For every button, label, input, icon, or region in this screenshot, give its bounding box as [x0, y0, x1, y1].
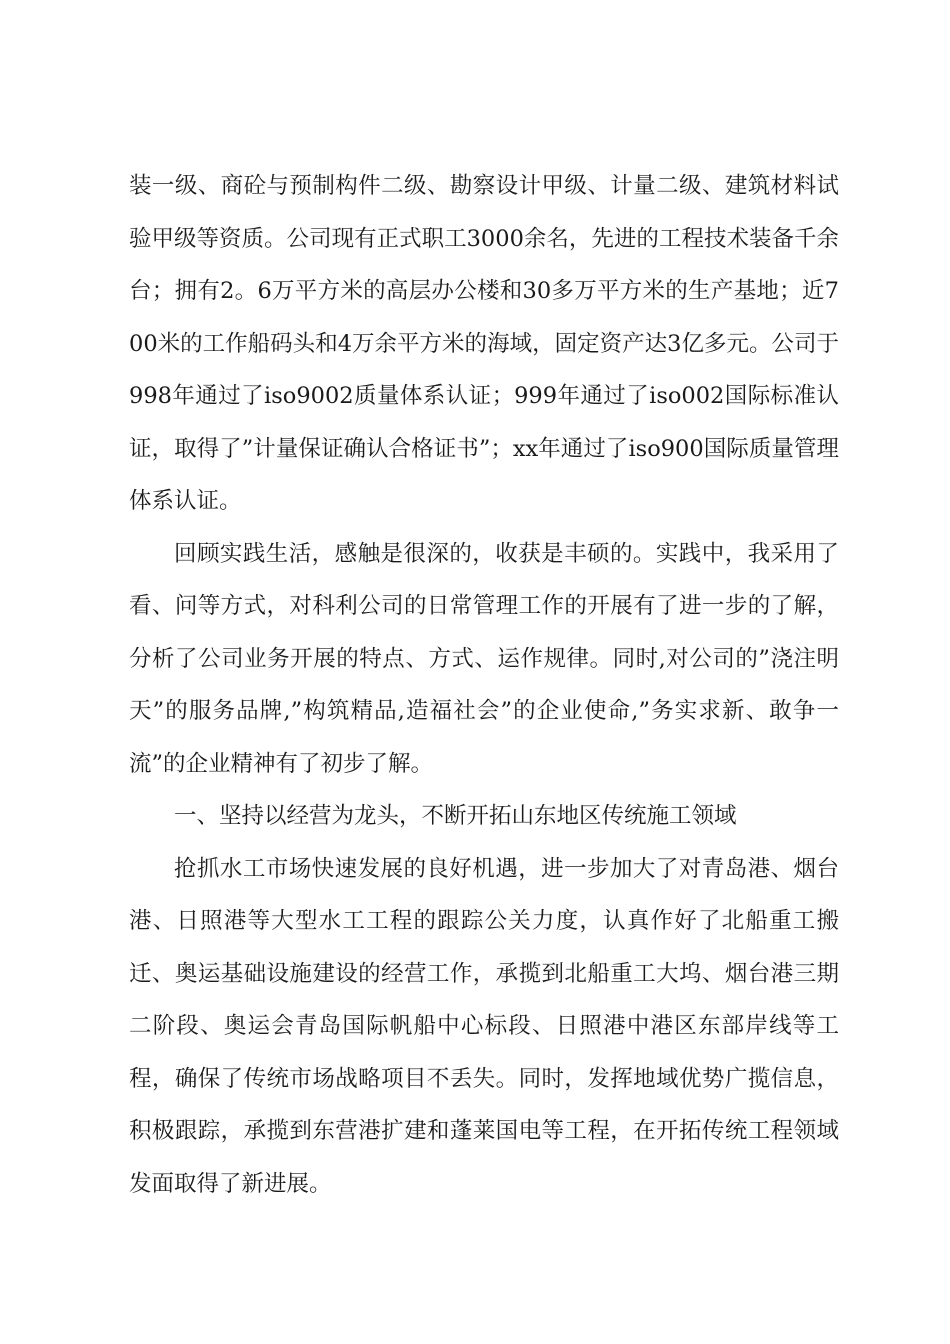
paragraph-market-expansion: 抢抓水工市场快速发展的良好机遇，进一步加大了对青岛港、烟台港、日照港等大型水工工程的跟踪公关力度，认真作好了北船重工搬迁、奥运基础设施建设的经营工作，承揽到北船重工大坞、烟台港三期二阶段、奥运会青岛国际帆船中心标段、日照港中港区东部岸线等工程，确保了传统市场战略项目不丢失。同时，发挥地域优势广揽信息，积极跟踪，承揽到东营港扩建和蓬莱国电等工程，在开拓传统工程领域发面取得了新进展。 — [129, 855, 839, 1197]
document-body — [129, 160, 839, 1210]
section-heading-1: 一、坚持以经营为龙头，不断开拓山东地区传统施工领域 — [174, 803, 737, 829]
paragraph-practice-review: 回顾实践生活，感触是很深的，收获是丰硕的。实践中，我采用了看、问等方式，对科利公司的日常管理工作的开展有了进一步的了解，分析了公司业务开展的特点、方式、运作规律。同时,对公司的”浇注明天”的服务品牌,”构筑精品,造福社会”的企业使命,”务实求新、敢争一流”的企业精神有了初步了解。 — [129, 540, 839, 777]
paragraph-company-qualifications: 装一级、商砼与预制构件二级、勘察设计甲级、计量二级、建筑材料试验甲级等资质。公司现有正式职工3000余名，先进的工程技术装备千余台；拥有2。6万平方米的高层办公楼和30多万平方米的生产基地；近700米的工作船码头和4万余平方米的海域，固定资产达3亿多元。公司于998年通过了iso9002质量体系认证；999年通过了iso002国际标准认证，取得了”计量保证确认合格证书”；xx年通过了iso900国际质量管理体系认证。 — [129, 173, 839, 514]
